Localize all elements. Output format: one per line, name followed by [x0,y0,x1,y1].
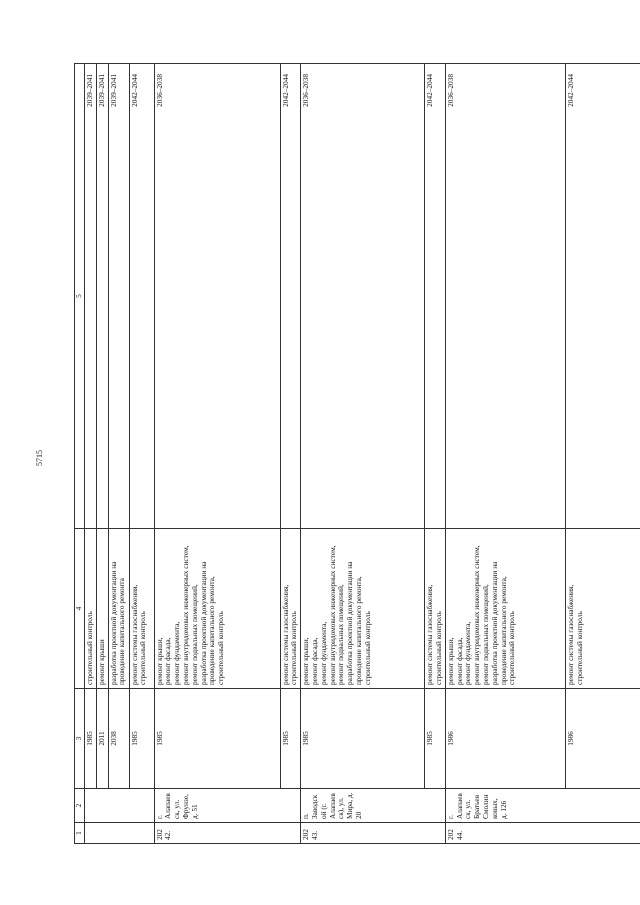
table-row [96,64,108,844]
work-item: ремонт подвальных помещений, [480,584,490,685]
repair-period-cell: 2042–2044 [280,64,301,529]
entry-number: 20244. [445,823,640,844]
build-year-cell: 1985 [425,689,446,789]
entry-number: 20243. [301,823,446,844]
work-item: разработка проектной документации на [489,561,499,685]
header-cell-3: 3 [75,689,85,789]
work-item: ремонт фундамента, [318,621,328,685]
work-item: ремонт внутридомовых инженерных систем, [180,545,190,685]
entry-number [85,823,155,844]
build-year-cell: 2011 [96,689,108,789]
header-cell-1: 1 [75,823,85,844]
work-item: ремонт системы газоснабжения, [129,584,139,685]
header-cell-2: 2 [75,789,85,823]
table-row [154,64,280,844]
work-item: ремонт системы газоснабжения, [280,584,290,685]
build-year-cell: 2038 [108,689,129,789]
work-item: ремонт фасада, [163,637,173,685]
rotated-page [74,64,584,844]
repair-period-cell: 2042–2044 [129,64,154,529]
work-item: ремонт крыши, [445,637,455,685]
works-cell [154,529,280,689]
build-year-cell: 1985 [154,689,280,789]
work-item: строительный контроль [433,611,443,685]
table-row [85,64,97,844]
work-item: ремонт крыши, [154,637,164,685]
work-item: ремонт фасада, [309,637,319,685]
header-cell-5: 5 [75,64,85,529]
works-cell [108,529,129,689]
work-item: ремонт крыши, [301,637,311,685]
entry-number: 20242. [154,823,301,844]
address-cell [85,789,155,823]
work-item: ремонт фундамента, [172,621,182,685]
work-item: разработка проектной документации на [198,561,208,685]
table-row [108,64,129,844]
header-cell-4: 4 [75,529,85,689]
work-item: проведение капитального ремонта, [353,576,363,685]
address-cell: п. Заводской (г. Алапаевск), ул. Мира, д. 20 [301,789,446,823]
build-year-cell: 1985 [85,689,97,789]
address-cell: г. Алапаевск, ул. Братьев Смолинковых, д. 126 [445,789,640,823]
work-item: ремонт системы газоснабжения, [425,584,435,685]
work-item: строительный контроль [216,611,226,685]
work-item: ремонт подвальных помещений, [189,584,199,685]
repair-period-cell: 2036–2038 [301,64,425,529]
build-year-cell: 1985 [129,689,154,789]
work-item: строительный контроль [85,611,94,685]
table-row [129,64,154,844]
table-row [425,64,446,844]
work-item: строительный контроль [507,611,517,685]
repair-period-cell: 2039–2041 [96,64,108,529]
build-year-cell: 1986 [445,689,565,789]
build-year-cell: 1986 [565,689,640,789]
repair-period-cell: 2042–2044 [565,64,640,529]
works-cell [445,529,565,689]
work-item: ремонт крыши [96,639,106,685]
works-cell [565,529,640,689]
repair-period-cell: 2036–2038 [445,64,565,529]
work-item: ремонт фундамента, [463,621,473,685]
works-cell [301,529,425,689]
works-cell [129,529,154,689]
work-item: ремонт подвальных помещений, [336,584,346,685]
work-item: строительный контроль [574,611,584,685]
address-cell: г. Алапаевск, ул. Фрунзе, д. 51 [154,789,301,823]
work-item: строительный контроль [362,611,372,685]
table-row [280,64,301,844]
build-year-cell: 1985 [280,689,301,789]
work-item: ремонт фасада, [454,637,464,685]
table-row [445,64,565,844]
works-cell [425,529,446,689]
work-item: проведение капитального ремонта [117,578,127,685]
page-number: 5715 [35,450,44,466]
table-row [301,64,425,844]
works-cell [96,529,108,689]
repair-period-cell: 2039–2041 [85,64,97,529]
repair-period-cell: 2042–2044 [425,64,446,529]
work-item: строительный контроль [138,611,148,685]
works-cell [280,529,301,689]
table-body [75,64,640,844]
build-year-cell: 1985 [301,689,425,789]
repair-schedule-table [74,63,640,844]
work-item: разработка проектной документации на [108,561,118,685]
work-item: проведение капитального ремонта, [207,576,217,685]
works-cell [85,529,97,689]
work-item: ремонт внутридомовых инженерных систем, [327,545,337,685]
work-item: проведение капитального ремонта, [498,576,508,685]
repair-period-cell: 2036–2038 [154,64,280,529]
work-item: ремонт внутридомовых инженерных систем, [472,545,482,685]
table-row [565,64,640,844]
work-item: разработка проектной документации на [345,561,355,685]
table-header-row [75,64,85,844]
work-item: строительный контроль [289,611,299,685]
repair-period-cell: 2039–2041 [108,64,129,529]
work-item: ремонт системы газоснабжения, [565,584,575,685]
